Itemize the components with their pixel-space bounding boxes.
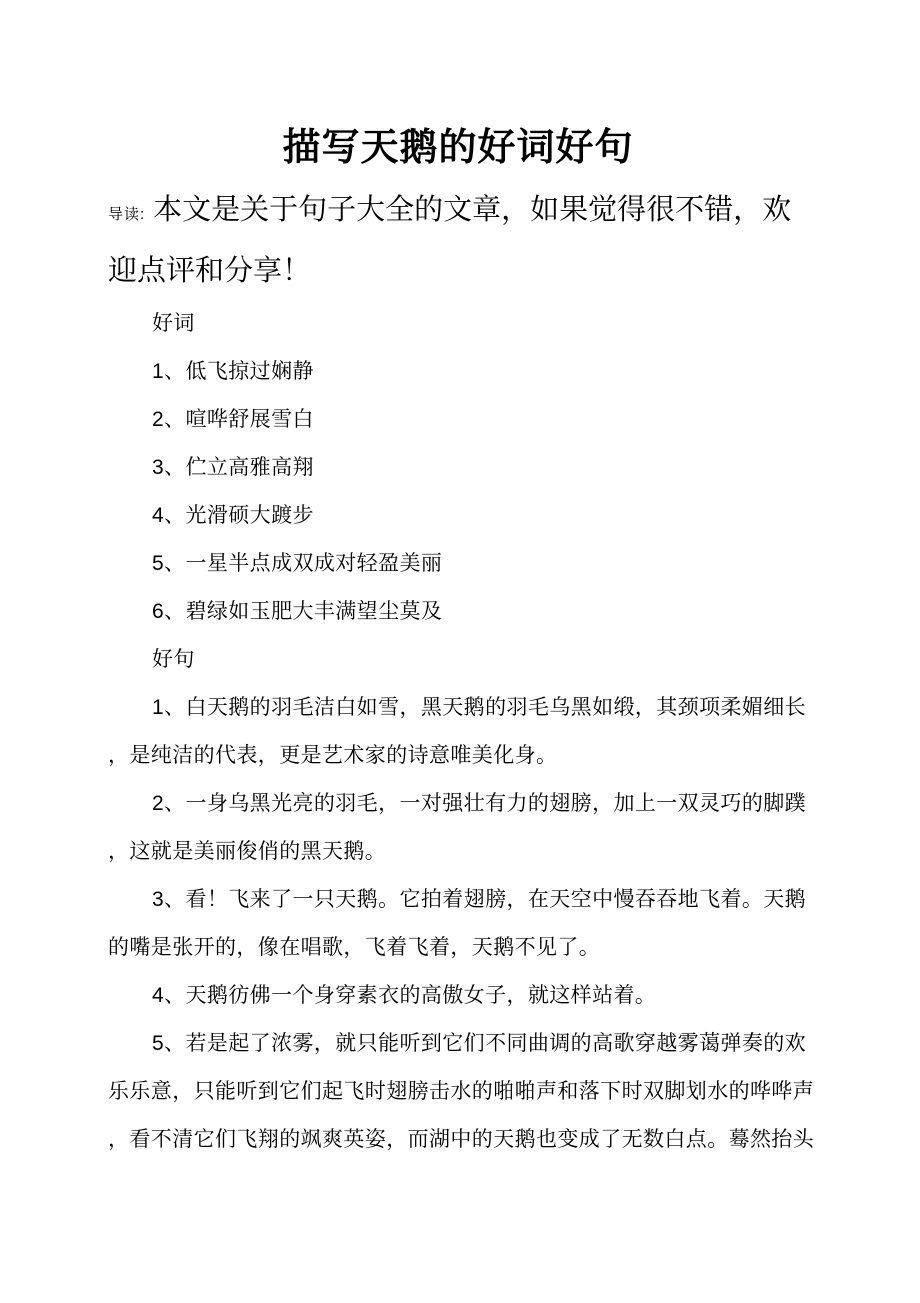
sentence-line: ，是纯洁的代表，更是艺术家的诗意唯美化身。: [108, 743, 558, 767]
intro-label: 导读:: [108, 205, 146, 223]
sentence-line: 的嘴是张开的，像在唱歌，飞着飞着，天鹅不见了。: [108, 935, 601, 959]
good-sentence-item-1: [108, 684, 808, 780]
intro-line: [108, 182, 808, 243]
sentence-line: ，这就是美丽俊俏的黑天鹅。: [108, 839, 387, 863]
good-word-item-1: 1、低飞掠过娴静: [152, 359, 314, 383]
good-sentence-item-4: [108, 972, 808, 1020]
good-word-item-6: 6、碧绿如玉肥大丰满望尘莫及: [152, 599, 443, 623]
section-heading-good-sentences: 好句: [152, 647, 195, 671]
sentence-line: 4、天鹅彷佛一个身穿素衣的高傲女子，就这样站着。: [152, 983, 657, 1007]
sentence-line: 2、一身乌黑光亮的羽毛，一对强壮有力的翅膀，加上一双灵巧的脚蹼: [152, 791, 807, 815]
page-title: 描写天鹅的好词好句: [282, 127, 634, 169]
good-word-item-3: 3、伫立高雅高翔: [152, 455, 314, 479]
good-sentence-item-3: [108, 876, 808, 972]
sentence-line: 1、白天鹅的羽毛洁白如雪，黑天鹅的羽毛乌黑如缎，其颈项柔媚细长: [152, 695, 807, 719]
good-word-item-4: 4、光滑硕大踱步: [152, 503, 314, 527]
sentence-line: 乐乐意，只能听到它们起飞时翅膀击水的啪啪声和落下时双脚划水的哗哗声: [108, 1079, 815, 1103]
document-body: [108, 300, 815, 1164]
intro-text-line-1: 本文是关于句子大全的文章，如果觉得很不错，欢: [153, 193, 792, 226]
good-sentence-item-5: [108, 1020, 815, 1164]
good-sentence-item-2: [108, 780, 808, 876]
sentence-line: 5、若是起了浓雾，就只能听到它们不同曲调的高歌穿越雾蔼弹奏的欢: [152, 1031, 807, 1055]
good-word-item-5: 5、一星半点成双成对轻盈美丽: [152, 551, 443, 575]
intro-paragraph: [108, 182, 808, 300]
good-word-item-2: 2、喧哗舒展雪白: [152, 407, 314, 431]
section-heading-good-words: 好词: [152, 311, 195, 335]
intro-text-line-2: 迎点评和分享！: [108, 254, 312, 287]
sentence-line: 3、看！飞来了一只天鹅。它拍着翅膀，在天空中慢吞吞地飞着。天鹅: [152, 887, 807, 911]
sentence-line: ，看不清它们飞翔的飒爽英姿，而湖中的天鹅也变成了无数白点。蓦然抬头: [108, 1127, 815, 1151]
